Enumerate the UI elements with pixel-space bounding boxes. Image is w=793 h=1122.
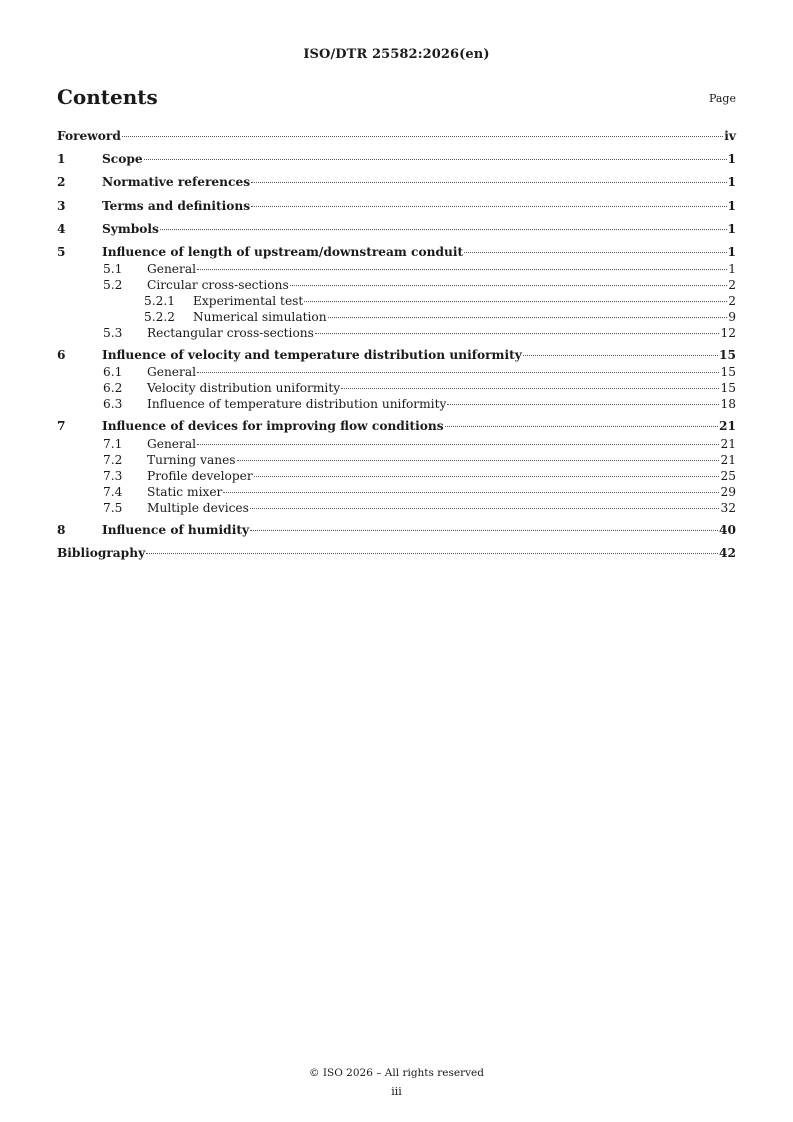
toc-entry[interactable] xyxy=(57,500,736,516)
toc-entry-title: Influence of length of upstream/downstream conduit xyxy=(102,245,464,260)
toc-entry-title: Turning vanes xyxy=(147,452,236,467)
toc-entry-title: Velocity distribution uniformity xyxy=(147,381,341,396)
toc-entry-title: Symbols xyxy=(102,221,159,236)
toc-entry-number: 3 xyxy=(57,198,66,213)
toc-entry-page: 15 xyxy=(720,381,736,396)
toc-entry-title: General xyxy=(147,262,196,277)
toc-entry[interactable] xyxy=(57,293,736,309)
toc-entry[interactable] xyxy=(57,198,736,215)
toc-entry[interactable] xyxy=(57,418,736,435)
dot-leader xyxy=(250,508,720,509)
toc-entry-number: 7 xyxy=(57,419,66,434)
toc-entry-page: 21 xyxy=(719,419,736,434)
toc-entry[interactable] xyxy=(57,522,736,539)
toc-entry-page: 1 xyxy=(727,221,736,236)
toc-entry-title: Multiple devices xyxy=(147,500,249,515)
toc-entry-title: Static mixer xyxy=(147,484,223,499)
toc-entry[interactable] xyxy=(57,452,736,468)
toc-entry-page: 9 xyxy=(728,310,736,325)
toc-entry-title: Influence of temperature distribution uniformity xyxy=(147,397,447,412)
toc-entry[interactable] xyxy=(57,244,736,261)
toc-entry[interactable] xyxy=(57,380,736,396)
toc-entry-title: Numerical simulation xyxy=(193,310,327,325)
toc-entry-title: Influence of humidity xyxy=(102,522,250,537)
dot-leader xyxy=(341,388,719,389)
toc-entry-number: 7.2 xyxy=(103,452,123,467)
toc-entry-title: Bibliography xyxy=(57,545,146,560)
page-column-label: Page xyxy=(708,92,736,105)
toc-entry-title: General xyxy=(147,365,196,380)
dot-leader xyxy=(251,182,726,183)
dot-leader xyxy=(315,333,720,334)
toc-entry[interactable] xyxy=(57,261,736,277)
dot-leader xyxy=(122,136,723,137)
toc-entry[interactable] xyxy=(57,277,736,293)
toc-entry-number: 4 xyxy=(57,221,66,236)
dot-leader xyxy=(146,553,718,554)
dot-leader xyxy=(197,372,719,373)
toc-entry-number: 6.1 xyxy=(103,365,123,380)
toc-entry-page: 21 xyxy=(720,452,736,467)
toc-entry-number: 7.4 xyxy=(103,484,123,499)
page-number: iii xyxy=(391,1085,402,1098)
dot-leader xyxy=(254,476,720,477)
toc-entry-page: 15 xyxy=(719,348,736,363)
dot-leader xyxy=(290,285,728,286)
toc-entry-page: iv xyxy=(724,129,736,143)
toc-entry-title: Rectangular cross-sections xyxy=(147,326,314,341)
toc-entry[interactable] xyxy=(57,484,736,500)
dot-leader xyxy=(250,530,718,531)
toc-entry-page: 12 xyxy=(720,326,736,341)
toc-entry-title: Foreword xyxy=(57,129,121,143)
toc-entry[interactable] xyxy=(57,364,736,380)
toc-entry-number: 6.3 xyxy=(103,397,123,412)
toc-entry-page: 21 xyxy=(720,436,736,451)
toc-entry[interactable] xyxy=(57,221,736,238)
toc-entry-title: Normative references xyxy=(102,175,251,190)
toc-entry[interactable] xyxy=(57,309,736,325)
dot-leader xyxy=(237,460,720,461)
toc-entry-title: Influence of devices for improving flow conditions xyxy=(102,419,444,434)
toc-entry-page: 1 xyxy=(727,198,736,213)
toc-entry-number: 5.1 xyxy=(103,262,123,277)
toc-entry[interactable] xyxy=(57,545,736,562)
toc-entry-page: 2 xyxy=(728,294,736,309)
dot-leader xyxy=(328,317,728,318)
toc-entry-number: 7.1 xyxy=(103,436,123,451)
toc-entry-page: 1 xyxy=(727,245,736,260)
toc-entry-number: 6.2 xyxy=(103,381,123,396)
dot-leader xyxy=(251,206,726,207)
toc-entry-number: 5 xyxy=(57,245,66,260)
toc-entry[interactable] xyxy=(57,128,736,145)
toc-entry-page: 1 xyxy=(727,175,736,190)
toc-entry[interactable] xyxy=(57,151,736,168)
toc-entry-number: 6 xyxy=(57,348,66,363)
toc-entry-number: 2 xyxy=(57,175,66,190)
dot-leader xyxy=(144,159,727,160)
dot-leader xyxy=(523,355,718,356)
toc-entry-number: 1 xyxy=(57,152,66,167)
dot-leader xyxy=(464,252,726,253)
dot-leader xyxy=(447,404,719,405)
toc-entry-page: 25 xyxy=(720,468,736,483)
copyright-notice: © ISO 2026 – All rights reserved xyxy=(309,1067,484,1079)
dot-leader xyxy=(160,229,727,230)
toc-entry-title: Experimental test xyxy=(193,294,304,309)
toc-entry-number: 5.3 xyxy=(103,326,123,341)
dot-leader xyxy=(304,301,727,302)
toc-entry-number: 8 xyxy=(57,522,66,537)
toc-entry[interactable] xyxy=(57,396,736,412)
toc-entry-page: 1 xyxy=(728,262,736,277)
dot-leader xyxy=(445,426,718,427)
toc-entry[interactable] xyxy=(57,468,736,484)
toc-entry-page: 29 xyxy=(720,484,736,499)
toc-entry[interactable] xyxy=(57,325,736,341)
toc-entry[interactable] xyxy=(57,174,736,191)
toc-entry-title: Influence of velocity and temperature distribution uniformity xyxy=(102,348,522,363)
toc-entry-page: 42 xyxy=(719,545,736,560)
contents-heading: Contents xyxy=(57,85,158,109)
toc-entry-title: Circular cross-sections xyxy=(147,278,289,293)
toc-entry-number: 5.2.2 xyxy=(144,310,176,325)
dot-leader xyxy=(197,269,727,270)
dot-leader xyxy=(223,492,719,493)
toc-entry[interactable] xyxy=(57,347,736,364)
toc-entry-page: 2 xyxy=(728,278,736,293)
toc-entry-page: 15 xyxy=(720,365,736,380)
toc-entry-page: 18 xyxy=(720,397,736,412)
dot-leader xyxy=(197,444,719,445)
document-identifier: ISO/DTR 25582:2026(en) xyxy=(303,47,490,62)
toc-entry-page: 1 xyxy=(727,152,736,167)
toc-entry-title: Scope xyxy=(102,152,143,167)
toc-entry-page: 32 xyxy=(720,500,736,515)
toc-entry-number: 7.5 xyxy=(103,500,123,515)
toc-entry-number: 5.2.1 xyxy=(144,294,176,309)
toc-entry-title: General xyxy=(147,436,196,451)
table-of-contents xyxy=(57,128,736,562)
toc-entry-title: Terms and definitions xyxy=(102,198,251,213)
toc-entry-number: 7.3 xyxy=(103,468,123,483)
toc-entry-page: 40 xyxy=(719,522,736,537)
toc-entry[interactable] xyxy=(57,436,736,452)
toc-entry-number: 5.2 xyxy=(103,278,123,293)
toc-entry-title: Profile developer xyxy=(147,468,253,483)
